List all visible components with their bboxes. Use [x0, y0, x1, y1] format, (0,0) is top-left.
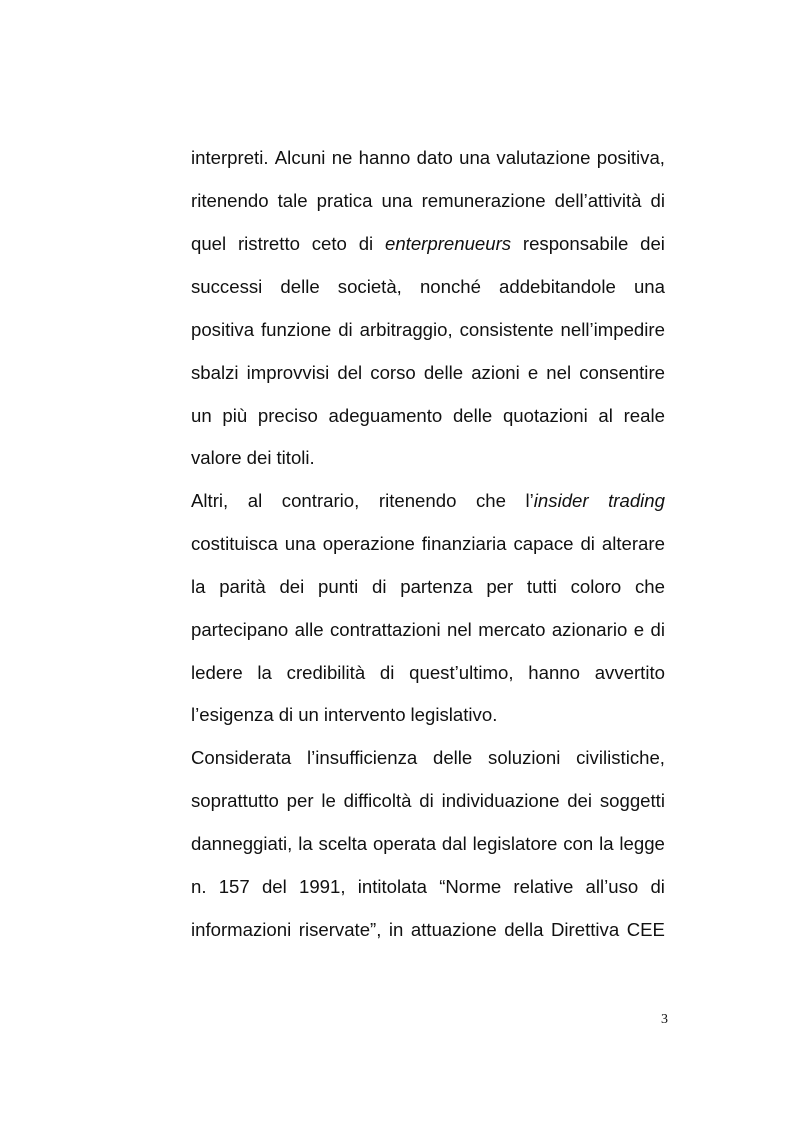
text-line: interpreti. Alcuni ne hanno dato una valutazione positiva, — [191, 147, 665, 168]
text-line: informazioni riservate”, in attuazione della Direttiva CEE — [191, 919, 665, 940]
text-line: la parità dei punti di partenza per tutti coloro che — [191, 576, 665, 597]
text-line: costituisca una operazione finanziaria capace di alterare — [191, 533, 665, 554]
text-line: danneggiati, la scelta operata dal legislatore con la legge — [191, 833, 665, 854]
text-line: sbalzi improvvisi del corso delle azioni e nel consentire — [191, 362, 665, 383]
text-line: quel ristretto ceto di enterprenueurs responsabile dei — [191, 233, 665, 254]
text-line: partecipano alle contrattazioni nel mercato azionario e di — [191, 619, 665, 640]
page-number: 3 — [661, 1012, 668, 1027]
text-line: n. 157 del 1991, intitolata “Norme relative all’uso di — [191, 876, 665, 897]
text-line: l’esigenza di un intervento legislativo. — [191, 704, 498, 725]
text-line: Altri, al contrario, ritenendo che l’insider trading — [191, 490, 665, 511]
text-line: positiva funzione di arbitraggio, consistente nell’impedire — [191, 319, 665, 340]
text-line: soprattutto per le difficoltà di individuazione dei soggetti — [191, 790, 665, 811]
text-line: ritenendo tale pratica una remunerazione dell’attività di — [191, 190, 665, 211]
text-line: Considerata l’insufficienza delle soluzioni civilistiche, — [191, 747, 665, 768]
text-line: un più preciso adeguamento delle quotazioni al reale — [191, 405, 665, 426]
text-line: valore dei titoli. — [191, 447, 315, 468]
text-line: ledere la credibilità di quest’ultimo, hanno avvertito — [191, 662, 665, 683]
text-line: successi delle società, nonché addebitandole una — [191, 276, 665, 297]
